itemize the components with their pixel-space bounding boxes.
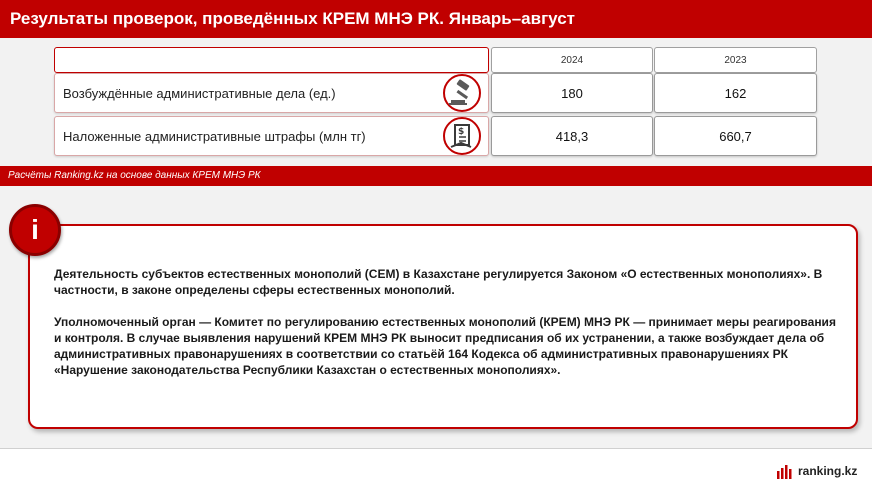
footer-divider	[0, 448, 872, 449]
info-paragraph: Уполномоченный орган — Комитет по регулированию естественных монополий (КРЕМ) МНЭ РК — принимает меры реагирования и контроля. В случае выявления нарушений КРЕМ МНЭ РК выносит предписания об их устранении, а также возбуждает дела об административных правонарушениях в соответствии со статьёй 164 Кодекса об административных правонарушениях РК «Нарушение законодательства Республики Казахстан о естественных монополиях».	[54, 315, 836, 377]
table-row-label: Наложенные административные штрафы (млн тг)	[54, 116, 489, 156]
table-cell-2023: 162	[654, 73, 817, 113]
source-note: Расчёты Ranking.kz на основе данных КРЕМ МНЭ РК	[0, 166, 872, 186]
year-header-2023: 2023	[654, 47, 817, 73]
logo-text: ranking.kz	[798, 464, 858, 478]
info-text	[54, 266, 844, 378]
table-header-label-cell	[54, 47, 489, 73]
info-paragraph: Деятельность субъектов естественных монополий (СЕМ) в Казахстане регулируется Законом «О естественных монополиях». В частности, в законе определены сферы естественных монополий.	[54, 267, 823, 297]
svg-text:$: $	[458, 127, 465, 137]
table-cell-2023: 660,7	[654, 116, 817, 156]
gavel-icon	[443, 74, 481, 112]
ranking-logo	[776, 460, 857, 482]
info-icon: i	[9, 204, 61, 256]
table-cell-2024: 418,3	[491, 116, 653, 156]
fine-document-icon	[443, 117, 481, 155]
logo-bars-icon	[776, 462, 794, 480]
table-row-label: Возбуждённые административные дела (ед.)	[54, 73, 489, 113]
table-cell-2024: 180	[491, 73, 653, 113]
page-title: Результаты проверок, проведённых КРЕМ МНЭ РК. Январь–август	[0, 0, 872, 38]
year-header-2024: 2024	[491, 47, 653, 73]
